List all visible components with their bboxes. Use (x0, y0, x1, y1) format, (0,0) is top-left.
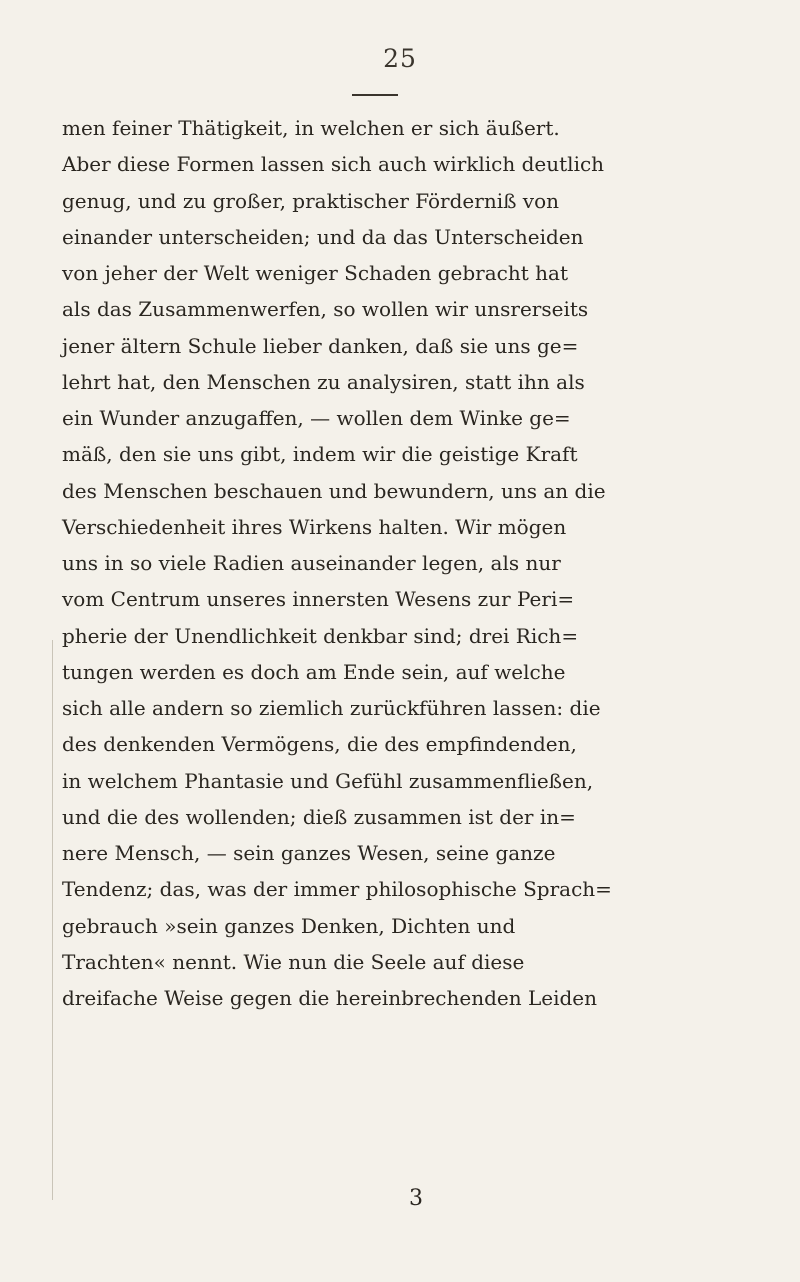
text-line: uns in so viele Radien auseinander legen, als nur (62, 551, 561, 575)
text-line: dreifache Weise gegen die hereinbrechenden Leiden (62, 986, 598, 1010)
text-line: in welchem Phantasie und Gefühl zusammenfließen, (62, 768, 594, 793)
page-number-underline (352, 94, 398, 96)
text-line: vom Centrum unseres innersten Wesens zur Peri= (62, 587, 575, 612)
text-line: nere Mensch, — sein ganzes Wesen, seine ganze (62, 841, 556, 865)
text-line: lehrt hat, den Menschen zu analysiren, statt ihn als (62, 369, 585, 394)
signature-mark: 3 (409, 1186, 423, 1211)
text-line: Verschiedenheit ihres Wirkens halten. Wir mögen (62, 514, 567, 539)
text-line: sich alle andern so ziemlich zurückführen lassen: die (62, 696, 601, 720)
text-line: Trachten« nennt. Wie nun die Seele auf diese (62, 949, 525, 974)
text-line: gebrauch »sein ganzes Denken, Dichten und (62, 913, 516, 938)
text-line: einander unterscheiden; und da das Unterscheiden (62, 224, 584, 249)
text-line: Tendenz; das, was der immer philosophische Sprach= (62, 877, 612, 902)
text-line: Aber diese Formen lassen sich auch wirklich deutlich (62, 152, 605, 177)
text-line: pherie der Unendlichkeit denkbar sind; drei Rich= (62, 623, 579, 648)
text-line: genug, und zu großer, praktischer Förderniß von (62, 188, 560, 213)
page-number: 25 (383, 44, 417, 73)
text-line: jener ältern Schule lieber danken, daß sie uns ge= (62, 333, 579, 358)
text-line: mäß, den sie uns gibt, indem wir die geistige Kraft (62, 442, 578, 467)
text-line: men feiner Thätigkeit, in welchen er sich äußert. (62, 116, 560, 140)
text-line: und die des wollenden; dieß zusammen ist der in= (62, 804, 576, 829)
text-line: des Menschen beschauen und bewundern, uns an die (62, 478, 606, 503)
text-line: von jeher der Welt weniger Schaden gebracht hat (62, 261, 568, 285)
text-line: ein Wunder anzugaffen, — wollen dem Winke ge= (62, 406, 571, 430)
body-text (62, 110, 794, 1016)
text-line: des denkenden Vermögens, die des empfindenden, (62, 732, 577, 757)
text-line: tungen werden es doch am Ende sein, auf welche (62, 659, 566, 684)
scan-shadow-line (52, 640, 53, 1200)
text-line: als das Zusammenwerfen, so wollen wir unsrerseits (62, 297, 589, 322)
